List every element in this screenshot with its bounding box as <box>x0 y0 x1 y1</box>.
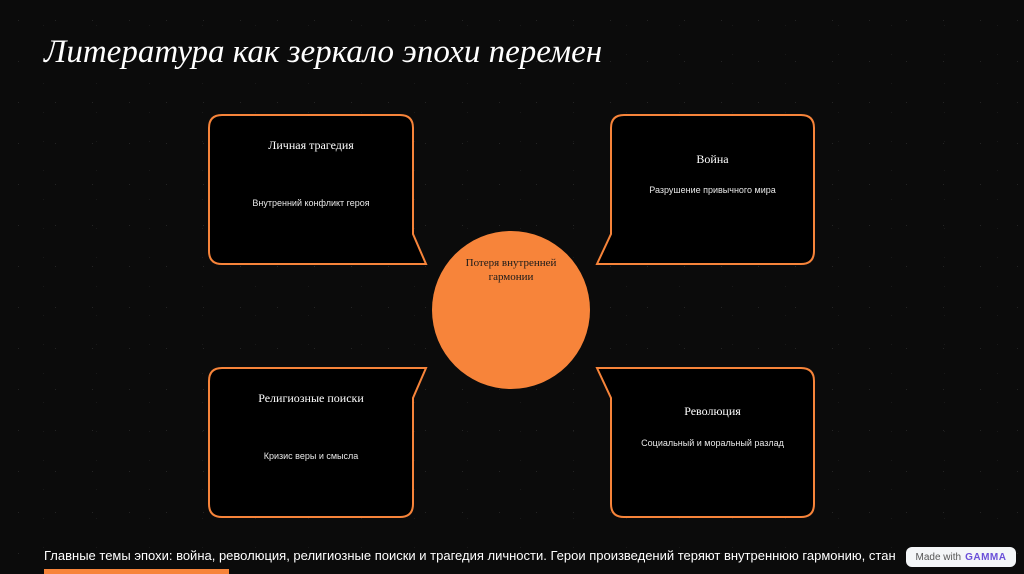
center-label: Потеря внутренней гармонии <box>465 257 557 283</box>
badge-prefix: Made with <box>915 551 962 563</box>
callout-heading: Религиозные поиски <box>258 391 364 405</box>
callout-description: Внутренний конфликт героя <box>252 198 370 208</box>
callout-heading: Революция <box>684 404 741 418</box>
callout-heading: Личная трагедия <box>268 138 354 152</box>
footer-accent-bar <box>44 569 229 574</box>
badge-brand: GAMMA <box>965 551 1007 563</box>
callout-frame <box>208 114 414 264</box>
callout-war <box>610 114 815 264</box>
callout-description: Разрушение привычного мира <box>649 185 776 195</box>
slide-title: Литература как зеркало эпохи перемен <box>44 34 603 70</box>
center-circle <box>432 231 590 389</box>
callout-frame <box>208 367 414 517</box>
callout-personal-tragedy <box>208 114 414 264</box>
footer-text: Главные темы эпохи: война, революция, религиозные поиски и трагедия личности. Герои произведений теряют внутреннюю гармонию, стан <box>44 548 896 563</box>
callout-description: Кризис веры и смысла <box>263 451 359 461</box>
callout-revolution <box>610 367 815 517</box>
callout-religious-search <box>208 367 414 517</box>
made-with-gamma-badge[interactable] <box>906 547 1016 567</box>
callout-description: Социальный и моральный разлад <box>641 438 784 448</box>
callout-heading: Война <box>696 152 729 166</box>
